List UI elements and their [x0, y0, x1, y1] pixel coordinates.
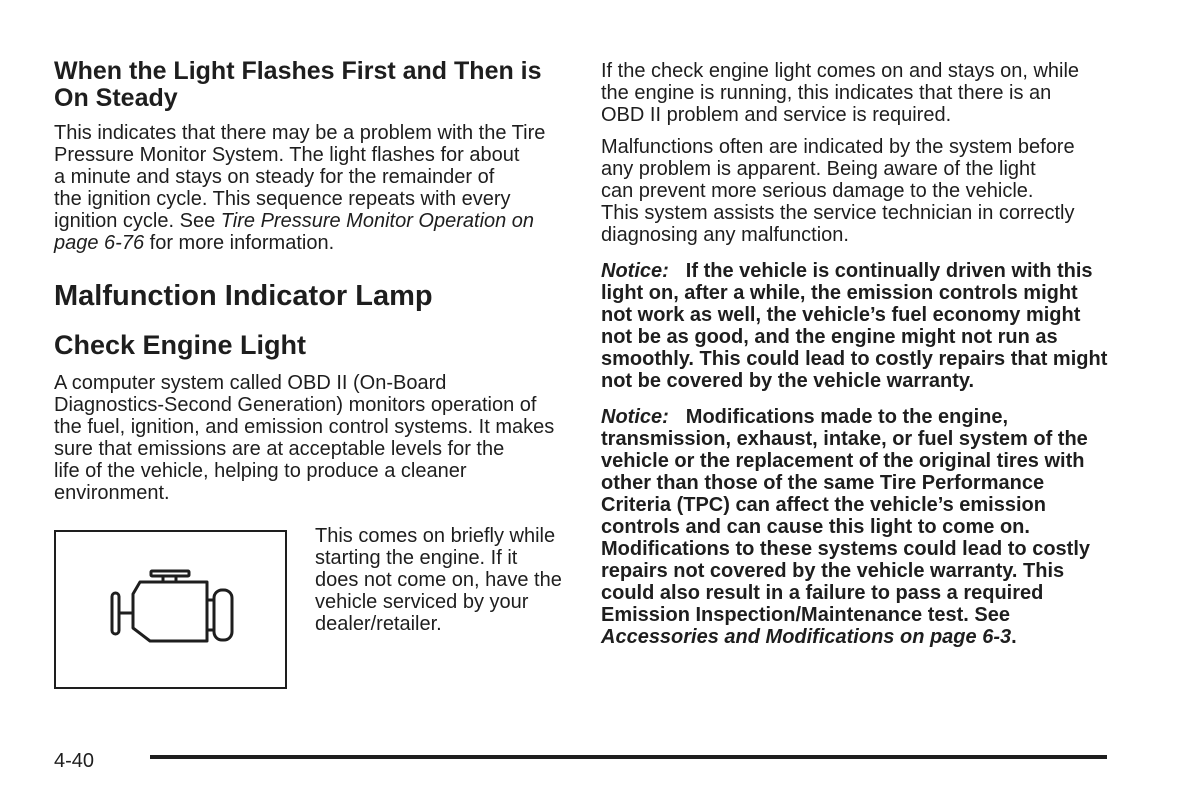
- heading-line: On Steady: [54, 84, 178, 112]
- body-line: the fuel, ignition, and emission control systems. It makes: [54, 416, 555, 438]
- body-text: for more information.: [144, 232, 335, 254]
- check-engine-icon: [56, 532, 285, 687]
- body-text: ignition cycle. See: [54, 210, 221, 232]
- caption-line: This comes on briefly while: [315, 525, 556, 547]
- body-line: sure that emissions are at acceptable levels for the: [54, 438, 505, 460]
- body-line: Diagnostics-Second Generation) monitors operation of: [54, 394, 537, 416]
- cross-reference: Accessories and Modifications on page 6-3: [601, 626, 1012, 648]
- service-paragraph: [601, 60, 1079, 126]
- notice-line: [601, 260, 1107, 282]
- notice-line: Criteria (TPC) can affect the vehicle’s emission: [601, 494, 1046, 516]
- mil-paragraph: [54, 372, 554, 504]
- subsection-heading: [54, 58, 542, 112]
- notice-line: could also result in a failure to pass a required: [601, 582, 1044, 604]
- body-line: diagnosing any malfunction.: [601, 224, 849, 246]
- body-line: If the check engine light comes on and stays on, while: [601, 60, 1080, 82]
- indicator-caption: [315, 525, 562, 635]
- notice-line: [601, 406, 1090, 428]
- heading-line: When the Light Flashes First and Then is: [54, 57, 542, 85]
- caption-line: does not come on, have the: [315, 569, 562, 591]
- tpms-paragraph: [54, 122, 545, 254]
- page-number: 4-40: [54, 750, 95, 772]
- notice-line: vehicle or the replacement of the original tires with: [601, 450, 1085, 472]
- notice-text: Modifications made to the engine,: [685, 406, 1009, 428]
- notice-line: Emission Inspection/Maintenance test. See: [601, 604, 1011, 626]
- body-line: Pressure Monitor System. The light flashes for about: [54, 144, 520, 166]
- notice-line: smoothly. This could lead to costly repairs that might: [601, 348, 1108, 370]
- notice-block: [601, 260, 1107, 392]
- body-line: life of the vehicle, helping to produce a cleaner: [54, 460, 467, 482]
- body-line: This indicates that there may be a problem with the Tire: [54, 122, 546, 144]
- notice-line: transmission, exhaust, intake, or fuel system of the: [601, 428, 1088, 450]
- body-line: any problem is apparent. Being aware of the light: [601, 158, 1036, 180]
- caption-line: vehicle serviced by your: [315, 591, 529, 613]
- body-line: [54, 232, 545, 254]
- body-line: This system assists the service technician in correctly: [601, 202, 1075, 224]
- notice-text: If the vehicle is continually driven with this: [685, 260, 1093, 282]
- body-line: OBD II problem and service is required.: [601, 104, 952, 126]
- body-line: A computer system called OBD II (On-Board: [54, 372, 447, 394]
- cross-reference: page 6-76: [54, 232, 145, 254]
- notice-label: Notice:: [601, 260, 669, 282]
- body-line: [54, 210, 545, 232]
- body-line: a minute and stays on steady for the remainder of: [54, 166, 495, 188]
- body-line: the engine is running, this indicates that there is an: [601, 82, 1052, 104]
- body-line: Malfunctions often are indicated by the system before: [601, 136, 1075, 158]
- subsection-title: Check Engine Light: [54, 330, 307, 360]
- body-line: environment.: [54, 482, 170, 504]
- indicator-symbol-box: [54, 530, 287, 689]
- cross-reference: Tire Pressure Monitor Operation on: [220, 210, 535, 232]
- notice-line: [601, 626, 1090, 648]
- notice-block: [601, 406, 1090, 648]
- notice-line: Modifications to these systems could lead to costly: [601, 538, 1090, 560]
- notice-line: not work as well, the vehicle’s fuel economy might: [601, 304, 1081, 326]
- notice-text: .: [1011, 626, 1017, 648]
- footer-rule: [150, 755, 1107, 759]
- notice-line: not be covered by the vehicle warranty.: [601, 370, 975, 392]
- notice-line: light on, after a while, the emission controls might: [601, 282, 1078, 304]
- caption-line: dealer/retailer.: [315, 613, 442, 635]
- body-line: can prevent more serious damage to the vehicle.: [601, 180, 1034, 202]
- malfunction-paragraph: [601, 136, 1075, 246]
- notice-line: repairs not covered by the vehicle warranty. This: [601, 560, 1065, 582]
- notice-line: other than those of the same Tire Performance: [601, 472, 1045, 494]
- section-title: Malfunction Indicator Lamp: [54, 280, 433, 312]
- caption-line: starting the engine. If it: [315, 547, 518, 569]
- body-line: the ignition cycle. This sequence repeats with every: [54, 188, 511, 210]
- notice-line: not be as good, and the engine might not run as: [601, 326, 1058, 348]
- notice-line: controls and can cause this light to come on.: [601, 516, 1030, 538]
- notice-label: Notice:: [601, 406, 669, 428]
